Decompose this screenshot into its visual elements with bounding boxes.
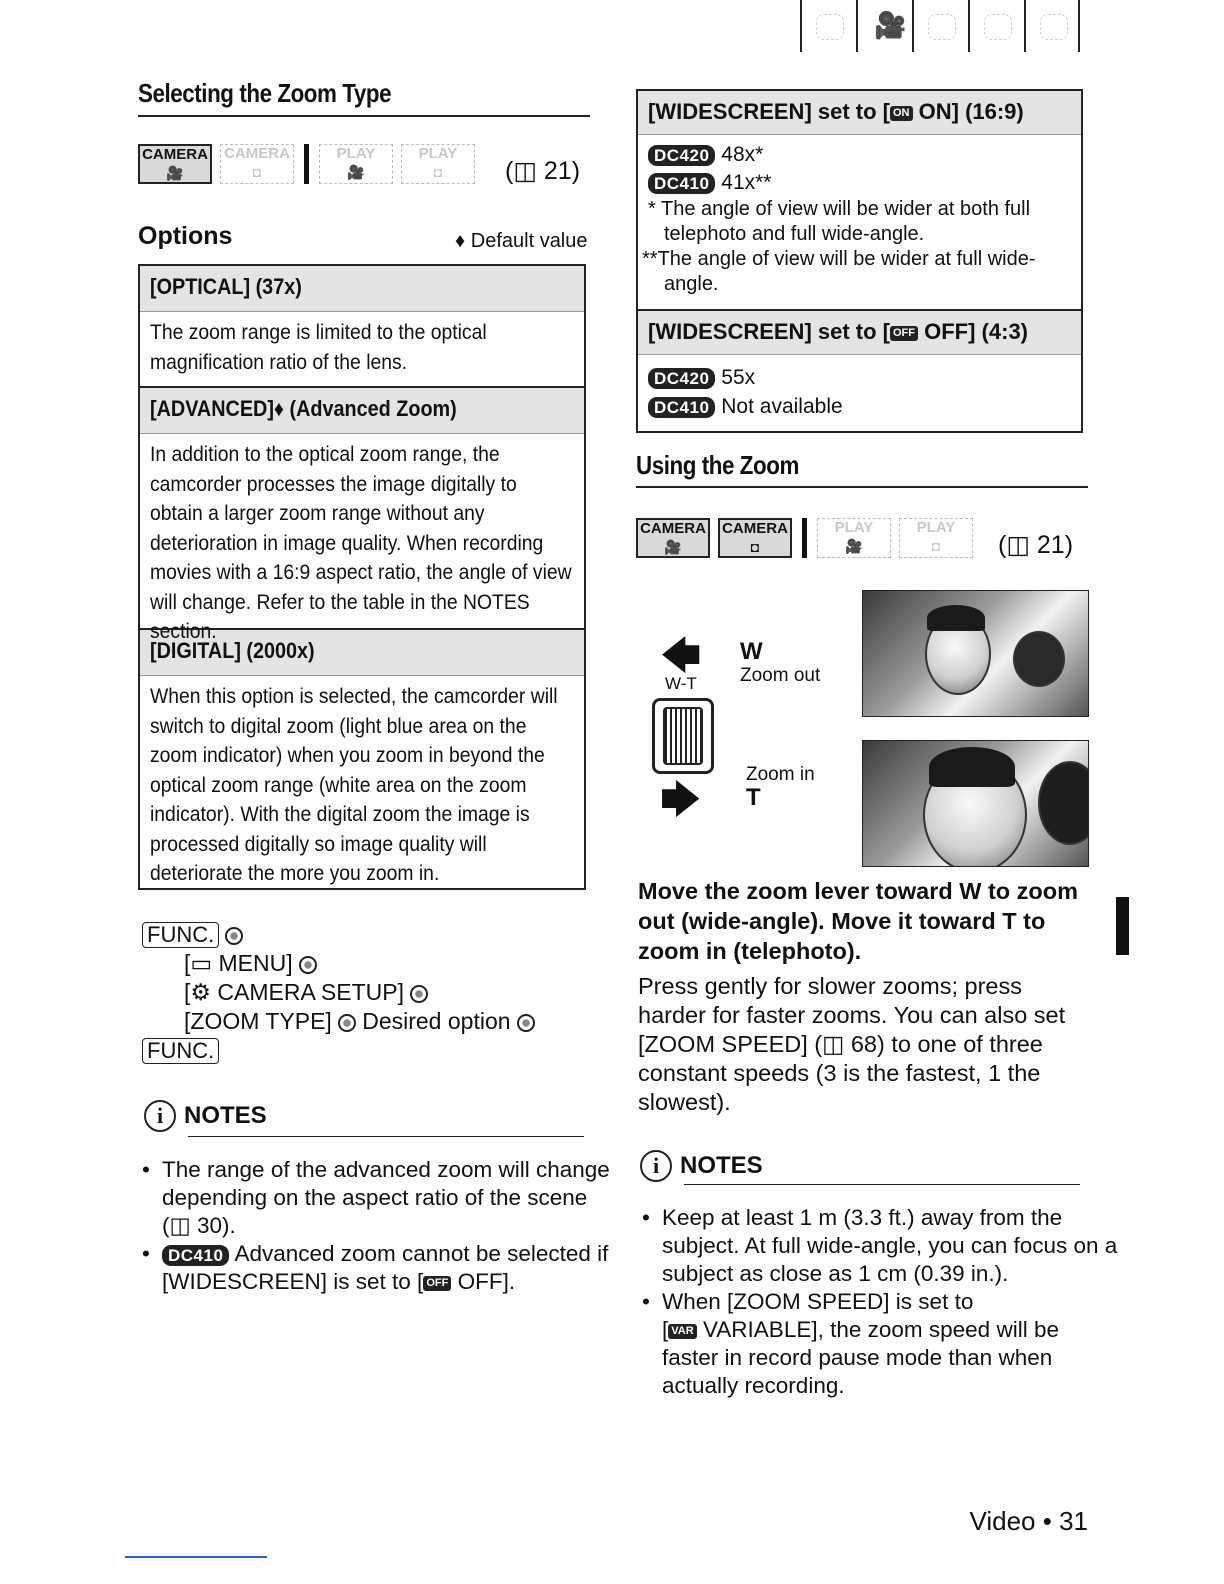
footnote-1: * The angle of view will be wider at both full telephoto and full wide-angle. xyxy=(648,198,1031,245)
widescreen-on-head: [WIDESCREEN] set to [ ON ON] (16:9) xyxy=(638,91,1081,135)
widescreen-on-body: DC420 48x* DC410 41x** * The angle of view will be wider at both full telephoto and full wide-angle. **The angle of view will be wider at full wide-angle. xyxy=(638,135,1081,311)
arrow-left-icon: 🡄 xyxy=(660,634,702,678)
model-badge-dc420: DC420 xyxy=(648,368,715,389)
mode-icons-right xyxy=(636,518,981,558)
model-badge-dc410: DC410 xyxy=(648,173,715,194)
model-badge-dc420: DC420 xyxy=(648,145,715,166)
zoom-paragraph: Press gently for slower zooms; press harder for faster zooms. You can also set [ZOOM SPEED] (◫ 68) to one of three constant speeds (3 is the fastest, 1 the slowest). xyxy=(638,973,1066,1115)
page-number: 31 xyxy=(1059,1506,1088,1536)
tab-playback[interactable] xyxy=(800,0,856,52)
notes-list-right xyxy=(638,1204,1118,1400)
arrow-icon xyxy=(338,1014,356,1032)
procedure: FUNC. [▭ MENU] [⚙ CAMERA SETUP] [ZOOM TYPE] Desired option FUNC. xyxy=(142,920,535,1065)
tab-video[interactable] xyxy=(856,0,912,52)
mode-camera-movie: CAMERA 🎥 xyxy=(138,144,212,184)
notes-heading-right: i NOTES xyxy=(640,1150,763,1182)
footer-section: Video xyxy=(969,1506,1036,1536)
zoom-in-label: Zoom in xyxy=(746,764,815,785)
menu-step: MENU] xyxy=(218,950,293,976)
info-icon: i xyxy=(640,1150,672,1182)
func-button[interactable]: FUNC. xyxy=(142,922,219,948)
notes-rule xyxy=(188,1136,584,1137)
widescreen-off-body: DC420 55x DC410 Not available xyxy=(638,355,1081,429)
info-icon: i xyxy=(144,1100,176,1132)
var-icon: VAR xyxy=(668,1324,696,1339)
section-title-using-zoom: Using the Zoom xyxy=(636,450,799,480)
mode-camera-photo: CAMERA ◘ xyxy=(220,144,294,184)
section-title-zoom-type: Selecting the Zoom Type xyxy=(138,78,392,108)
options-table xyxy=(138,264,586,890)
widescreen-table xyxy=(636,89,1083,433)
mode-separator xyxy=(304,144,309,184)
footnote-2: **The angle of view will be wider at full wide-angle. xyxy=(642,248,1036,295)
page-ref-left[interactable]: (◫ 21) xyxy=(505,157,581,185)
mode-separator xyxy=(802,518,807,558)
note-item: • DC410 Advanced zoom cannot be selected if [WIDESCREEN] is set to [ OFF OFF]. xyxy=(162,1240,618,1296)
photo-zoom-in xyxy=(862,740,1089,867)
option-advanced-head: [ADVANCED]♦ (Advanced Zoom) xyxy=(140,388,584,434)
mode-camera-photo: CAMERA ◘ xyxy=(718,518,792,558)
top-tab-strip xyxy=(800,0,1080,52)
model-badge: DC410 xyxy=(162,1245,229,1266)
off-icon: OFF xyxy=(890,326,918,341)
option-digital-body: When this option is selected, the camcorder will switch to digital zoom (light blue area on the zoom indicator) when you zoom in beyond the optical zoom range (white area on the zoom indicator). With the digital zoom the image is processed digitally so image quality will deteriorate the more you zoom in. xyxy=(150,684,558,885)
tab-photo[interactable] xyxy=(912,0,968,52)
page-footer xyxy=(969,1506,1088,1537)
note-item: • Keep at least 1 m (3.3 ft.) away from the subject. At full wide-angle, you can focus on a subject as close as 1 cm (0.39 in.). xyxy=(662,1204,1118,1288)
section-marker-bar xyxy=(1116,897,1129,955)
tab-other[interactable] xyxy=(1024,0,1080,52)
default-value-label: ♦ Default value xyxy=(455,230,588,252)
w-letter: W xyxy=(740,638,763,665)
page-ref-right[interactable]: (◫ 21) xyxy=(998,531,1074,559)
arrow-icon xyxy=(517,1014,535,1032)
arrow-icon xyxy=(410,985,428,1003)
mode-play-movie: PLAY 🎥 xyxy=(817,518,891,558)
model-badge-dc410: DC410 xyxy=(648,397,715,418)
camera-setup-icon: ⚙ xyxy=(190,979,212,1005)
on-icon: ON xyxy=(890,106,913,121)
mode-play-movie: PLAY 🎥 xyxy=(319,144,393,184)
camera-setup-step: CAMERA SETUP] xyxy=(217,979,405,1005)
options-label: Options xyxy=(138,222,233,250)
option-digital-head: [DIGITAL] (2000x) xyxy=(140,630,584,676)
menu-icon: ▭ xyxy=(190,950,213,976)
widescreen-off-head: [WIDESCREEN] set to [ OFF OFF] (4:3) xyxy=(638,311,1081,355)
section-rule xyxy=(636,486,1088,488)
mode-camera-movie: CAMERA 🎥 xyxy=(636,518,710,558)
func-button-close[interactable]: FUNC. xyxy=(142,1038,219,1064)
t-letter: T xyxy=(746,784,761,811)
notes-rule xyxy=(684,1184,1080,1185)
option-optical-head: [OPTICAL] (37x) xyxy=(140,266,584,312)
wt-label: W-T xyxy=(665,674,697,693)
note-item: • When [ZOOM SPEED] is set to [ VAR VARIABLE], the zoom speed will be faster in record pause mode than when actually recording. xyxy=(662,1288,1118,1400)
notes-list-left xyxy=(138,1156,618,1296)
mode-play-photo: PLAY ◘ xyxy=(899,518,973,558)
notes-heading-left: i NOTES xyxy=(144,1100,267,1132)
mode-icons-left xyxy=(138,144,483,184)
off-icon: OFF xyxy=(423,1276,451,1291)
zoom-instruction: Move the zoom lever toward W to zoom out (wide-angle). Move it toward T to zoom in (telephoto). xyxy=(638,878,1079,964)
zoom-lever-icon xyxy=(652,698,714,774)
zoom-type-step: [ZOOM TYPE] xyxy=(184,1008,332,1034)
mode-play-photo: PLAY ◘ xyxy=(401,144,475,184)
arrow-icon xyxy=(225,927,243,945)
photo-zoom-out xyxy=(862,590,1089,717)
section-rule xyxy=(138,115,590,117)
arrow-icon xyxy=(299,956,317,974)
note-item: • The range of the advanced zoom will change depending on the aspect ratio of the scene (◫ 30). xyxy=(162,1156,618,1240)
video-camera-icon: 🎥 xyxy=(874,10,907,40)
option-advanced-body: In addition to the optical zoom range, the camcorder processes the image digitally to obtain a larger zoom range without any deterioration in image quality. When recording movies with a 16:9 aspect ratio, the angle of view will change. Refer to the table in the NOTES section. xyxy=(140,434,584,630)
footer-bullet: • xyxy=(1042,1506,1052,1536)
arrow-right-icon: 🡆 xyxy=(660,778,702,822)
zoom-out-label: Zoom out xyxy=(740,665,821,686)
option-optical-body: The zoom range is limited to the optical magnification ratio of the lens. xyxy=(140,312,584,388)
footer-link-line xyxy=(125,1556,267,1558)
tab-settings[interactable] xyxy=(968,0,1024,52)
desired-option-step: Desired option xyxy=(362,1008,511,1034)
